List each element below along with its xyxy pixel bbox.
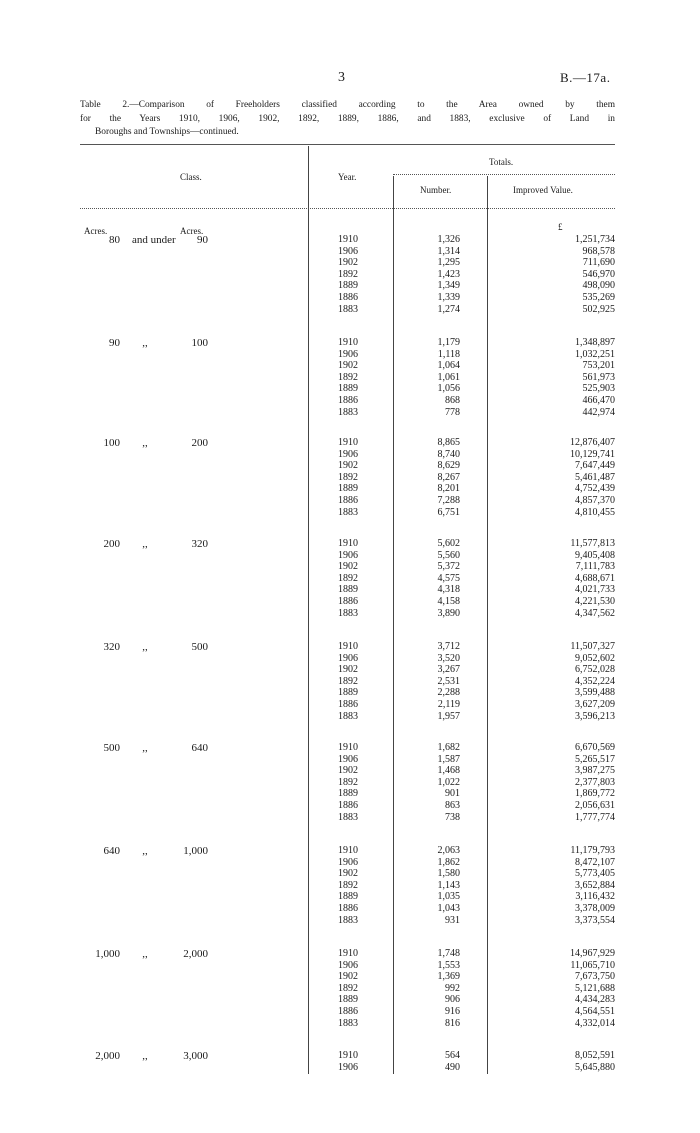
year-cell: 1883 [338, 914, 358, 926]
table-row [80, 280, 620, 291]
improved-value-cell: 1,251,734 [575, 234, 615, 245]
class-to-acres: 3,000 [183, 1050, 208, 1062]
table-row [80, 383, 620, 394]
improved-value-cell: 7,111,783 [575, 561, 615, 573]
number-cell: 901 [445, 788, 460, 800]
improved-value-cell: 502,925 [582, 303, 615, 315]
class-group [80, 1050, 620, 1073]
number-cell: 1,061 [437, 371, 460, 383]
improved-value-cell: 711,690 [582, 257, 615, 269]
number-cell: 3,520 [437, 652, 460, 664]
improved-value-cell: 4,434,283 [575, 994, 615, 1006]
class-separator: ,, [142, 742, 148, 754]
acres-from-unit: Acres. [84, 226, 108, 236]
improved-value-cell: 1,032,251 [575, 348, 615, 360]
number-cell: 1,748 [437, 948, 460, 959]
class-group [80, 641, 620, 722]
year-cell: 1886 [338, 495, 358, 506]
table-row [80, 507, 620, 518]
table-row [80, 664, 620, 675]
table-title-line-1: Table 2.—Comparison of Freeholders classified according to the Area owned by them [80, 100, 615, 110]
table-row [80, 1050, 620, 1061]
number-cell: 564 [445, 1050, 460, 1061]
improved-value-cell: 498,090 [582, 280, 615, 292]
year-cell: 1910 [338, 538, 358, 549]
year-cell: 1889 [338, 687, 358, 699]
table-row [80, 337, 620, 348]
year-cell: 1886 [338, 800, 358, 811]
improved-value-cell: 6,752,028 [575, 664, 615, 676]
year-cell: 1883 [338, 710, 358, 722]
number-cell: 916 [445, 1006, 460, 1017]
class-to-acres: 1,000 [183, 845, 208, 857]
table-row [80, 495, 620, 506]
year-cell: 1889 [338, 280, 358, 292]
table-row [80, 360, 620, 371]
improved-value-cell: 4,688,671 [575, 572, 615, 584]
number-cell: 1,056 [437, 383, 460, 395]
improved-value-cell: 2,377,803 [575, 776, 615, 788]
number-cell: 3,890 [437, 607, 460, 619]
number-cell: 868 [445, 395, 460, 406]
year-cell: 1902 [338, 257, 358, 269]
currency-unit: £ [558, 222, 563, 232]
number-cell: 2,119 [437, 699, 460, 710]
year-cell: 1892 [338, 675, 358, 687]
number-cell: 1,022 [437, 776, 460, 788]
number-cell: 738 [445, 811, 460, 823]
improved-value-cell: 442,974 [582, 406, 615, 418]
year-cell: 1892 [338, 572, 358, 584]
number-cell: 1,339 [437, 292, 460, 303]
number-cell: 6,751 [437, 506, 460, 518]
class-to-acres: 500 [191, 641, 208, 653]
table-row [80, 868, 620, 879]
table-row [80, 372, 620, 383]
improved-value-cell: 4,352,224 [575, 675, 615, 687]
class-separator: ,, [142, 538, 148, 550]
class-separator: ,, [142, 437, 148, 449]
table-row [80, 971, 620, 982]
year-cell: 1902 [338, 561, 358, 573]
number-cell: 992 [445, 982, 460, 994]
table-row [80, 800, 620, 811]
class-from-acres: 90 [109, 337, 120, 349]
improved-value-cell: 5,121,688 [575, 982, 615, 994]
table-row [80, 550, 620, 561]
number-cell: 1,143 [437, 879, 460, 891]
table-title-line-2: for the Years 1910, 1906, 1902, 1892, 1889, 1886, and 1883, exclusive of Land in [80, 114, 615, 124]
year-cell: 1892 [338, 268, 358, 280]
year-cell: 1906 [338, 652, 358, 664]
table-row [80, 699, 620, 710]
improved-value-cell: 5,461,487 [575, 471, 615, 483]
improved-value-cell: 3,596,213 [575, 710, 615, 722]
improved-value-cell: 7,673,750 [575, 971, 615, 983]
number-cell: 1,043 [437, 903, 460, 914]
table-row [80, 948, 620, 959]
year-cell: 1906 [338, 1061, 358, 1073]
table-row [80, 915, 620, 926]
improved-value-cell: 968,578 [582, 245, 615, 257]
table-row [80, 246, 620, 257]
year-cell: 1906 [338, 549, 358, 561]
class-group [80, 948, 620, 1029]
number-cell: 2,531 [437, 675, 460, 687]
number-cell: 1,553 [437, 959, 460, 971]
year-cell: 1902 [338, 460, 358, 472]
class-separator: ,, [142, 337, 148, 349]
class-header: Class. [180, 172, 202, 182]
improved-value-cell: 561,973 [582, 371, 615, 383]
number-cell: 1,295 [437, 257, 460, 269]
table-title-line-3: Boroughs and Townships—continued. [95, 127, 239, 137]
improved-value-cell: 3,652,884 [575, 879, 615, 891]
table-row [80, 573, 620, 584]
year-cell: 1906 [338, 448, 358, 460]
improved-value-cell: 4,347,562 [575, 607, 615, 619]
class-group [80, 437, 620, 518]
number-cell: 5,372 [437, 561, 460, 573]
improved-value-cell: 6,670,569 [575, 742, 615, 753]
table-row [80, 269, 620, 280]
table-row [80, 765, 620, 776]
improved-value-cell: 3,116,432 [575, 891, 615, 903]
improved-value-cell: 535,269 [582, 292, 615, 303]
improved-value-cell: 4,332,014 [575, 1017, 615, 1029]
improved-value-cell: 11,179,793 [570, 845, 615, 856]
improved-value-cell: 525,903 [582, 383, 615, 395]
class-to-acres: 640 [191, 742, 208, 754]
table-row [80, 891, 620, 902]
year-cell: 1889 [338, 584, 358, 596]
year-cell: 1883 [338, 607, 358, 619]
number-cell: 2,288 [437, 687, 460, 699]
table-row [80, 460, 620, 471]
class-to-acres: 90 [197, 234, 208, 246]
table-row [80, 711, 620, 722]
class-from-acres: 100 [103, 437, 120, 449]
improved-value-cell: 4,752,439 [575, 483, 615, 495]
number-cell: 816 [445, 1017, 460, 1029]
table-row [80, 472, 620, 483]
number-cell: 8,267 [437, 471, 460, 483]
number-cell: 778 [445, 406, 460, 418]
table-row [80, 812, 620, 823]
table-row [80, 983, 620, 994]
table-row [80, 960, 620, 971]
year-cell: 1886 [338, 292, 358, 303]
number-cell: 931 [445, 914, 460, 926]
improved-value-cell: 8,052,591 [575, 1050, 615, 1061]
improved-value-cell: 5,265,517 [575, 753, 615, 765]
number-cell: 5,560 [437, 549, 460, 561]
number-cell: 5,602 [437, 538, 460, 549]
class-from-acres: 640 [103, 845, 120, 857]
improved-value-cell: 8,472,107 [575, 856, 615, 868]
table-row [80, 257, 620, 268]
number-cell: 3,712 [437, 641, 460, 652]
number-cell: 1,035 [437, 891, 460, 903]
class-from-acres: 200 [103, 538, 120, 550]
table-row [80, 349, 620, 360]
year-cell: 1886 [338, 903, 358, 914]
number-cell: 8,201 [437, 483, 460, 495]
year-cell: 1892 [338, 471, 358, 483]
page-number: 3 [338, 70, 345, 85]
table-top-rule [80, 144, 615, 145]
number-cell: 1,064 [437, 360, 460, 372]
class-separator: and under [132, 234, 176, 246]
year-cell: 1883 [338, 506, 358, 518]
year-cell: 1889 [338, 788, 358, 800]
number-cell: 1,468 [437, 765, 460, 777]
table-row [80, 407, 620, 418]
improved-value-cell: 4,810,455 [575, 506, 615, 518]
year-cell: 1883 [338, 811, 358, 823]
year-cell: 1892 [338, 776, 358, 788]
year-cell: 1902 [338, 971, 358, 983]
improved-value-cell: 546,970 [582, 268, 615, 280]
year-cell: 1902 [338, 868, 358, 880]
improved-value-cell: 12,876,407 [570, 437, 615, 448]
class-from-acres: 80 [109, 234, 120, 246]
table-row [80, 687, 620, 698]
year-cell: 1910 [338, 641, 358, 652]
class-from-acres: 320 [103, 641, 120, 653]
improved-value-cell: 4,857,370 [575, 495, 615, 506]
number-cell: 1,957 [437, 710, 460, 722]
class-separator: ,, [142, 948, 148, 960]
table-row [80, 903, 620, 914]
table-row [80, 857, 620, 868]
year-cell: 1906 [338, 959, 358, 971]
class-from-acres: 1,000 [95, 948, 120, 960]
table-row [80, 395, 620, 406]
improved-value-cell: 3,987,275 [575, 765, 615, 777]
improved-value-cell: 9,405,408 [575, 549, 615, 561]
table-row [80, 1006, 620, 1017]
class-group [80, 538, 620, 619]
improved-value-cell: 2,056,631 [575, 800, 615, 811]
number-cell: 4,318 [437, 584, 460, 596]
table-row [80, 742, 620, 753]
table-row [80, 653, 620, 664]
year-cell: 1910 [338, 845, 358, 856]
improved-value-cell: 466,470 [582, 395, 615, 406]
class-separator: ,, [142, 1050, 148, 1062]
number-cell: 1,369 [437, 971, 460, 983]
class-to-acres: 100 [191, 337, 208, 349]
improved-value-cell: 11,507,327 [570, 641, 615, 652]
improved-value-cell: 3,627,209 [575, 699, 615, 710]
class-separator: ,, [142, 845, 148, 857]
year-cell: 1906 [338, 348, 358, 360]
table-row [80, 596, 620, 607]
year-cell: 1886 [338, 1006, 358, 1017]
improved-value-cell: 11,065,710 [570, 959, 615, 971]
table-row [80, 676, 620, 687]
year-cell: 1886 [338, 395, 358, 406]
table-row [80, 584, 620, 595]
number-cell: 7,288 [437, 495, 460, 506]
number-cell: 863 [445, 800, 460, 811]
improved-value-cell: 9,052,602 [575, 652, 615, 664]
number-cell: 1,179 [437, 337, 460, 348]
year-cell: 1910 [338, 437, 358, 448]
year-cell: 1892 [338, 982, 358, 994]
table-row [80, 561, 620, 572]
table-row [80, 304, 620, 315]
table-row [80, 641, 620, 652]
year-cell: 1902 [338, 765, 358, 777]
year-cell: 1910 [338, 234, 358, 245]
improved-value-cell: 10,129,741 [570, 448, 615, 460]
improved-value-cell: 4,564,551 [575, 1006, 615, 1017]
number-cell: 906 [445, 994, 460, 1006]
improved-value-cell: 14,967,929 [570, 948, 615, 959]
year-cell: 1910 [338, 948, 358, 959]
year-cell: 1910 [338, 742, 358, 753]
table-row [80, 292, 620, 303]
document-reference: B.—17a. [560, 70, 611, 85]
acres-to-unit: Acres. [180, 226, 204, 236]
year-cell: 1889 [338, 383, 358, 395]
improved-value-cell: 1,348,897 [575, 337, 615, 348]
number-cell: 8,865 [437, 437, 460, 448]
class-group [80, 337, 620, 418]
year-cell: 1906 [338, 753, 358, 765]
class-to-acres: 2,000 [183, 948, 208, 960]
year-cell: 1883 [338, 1017, 358, 1029]
year-cell: 1889 [338, 891, 358, 903]
improved-value-cell: 1,869,772 [575, 788, 615, 800]
number-cell: 2,063 [437, 845, 460, 856]
improved-value-cell: 4,221,530 [575, 596, 615, 607]
totals-subheader-rule [393, 174, 615, 175]
year-cell: 1883 [338, 406, 358, 418]
number-cell: 1,349 [437, 280, 460, 292]
year-cell: 1906 [338, 856, 358, 868]
improved-value-cell: 1,777,774 [575, 811, 615, 823]
table-row [80, 754, 620, 765]
year-cell: 1902 [338, 664, 358, 676]
number-cell: 490 [445, 1061, 460, 1073]
year-cell: 1889 [338, 994, 358, 1006]
year-cell: 1892 [338, 371, 358, 383]
improved-value-cell: 7,647,449 [575, 460, 615, 472]
year-header: Year. [338, 172, 357, 182]
number-cell: 4,158 [437, 596, 460, 607]
class-to-acres: 200 [191, 437, 208, 449]
class-group [80, 845, 620, 926]
table-row [80, 777, 620, 788]
number-cell: 3,267 [437, 664, 460, 676]
number-cell: 1,423 [437, 268, 460, 280]
number-cell: 1,587 [437, 753, 460, 765]
table-row [80, 1018, 620, 1029]
number-cell: 1,682 [437, 742, 460, 753]
number-cell: 8,629 [437, 460, 460, 472]
number-header: Number. [420, 185, 452, 195]
number-cell: 8,740 [437, 448, 460, 460]
year-cell: 1910 [338, 337, 358, 348]
class-to-acres: 320 [191, 538, 208, 550]
table-row [80, 880, 620, 891]
table-row [80, 234, 620, 245]
number-cell: 4,575 [437, 572, 460, 584]
table-row [80, 437, 620, 448]
table-row [80, 483, 620, 494]
year-cell: 1889 [338, 483, 358, 495]
table-row [80, 788, 620, 799]
year-cell: 1886 [338, 596, 358, 607]
year-cell: 1886 [338, 699, 358, 710]
improved-value-cell: 11,577,813 [570, 538, 615, 549]
class-group [80, 234, 620, 315]
improved-value-cell: 3,378,009 [575, 903, 615, 914]
header-bottom-rule [80, 208, 615, 209]
table-row [80, 449, 620, 460]
totals-header: Totals. [489, 157, 514, 167]
number-cell: 1,862 [437, 856, 460, 868]
improved-value-cell: 3,373,554 [575, 914, 615, 926]
year-cell: 1892 [338, 879, 358, 891]
improved-value-cell: 4,021,733 [575, 584, 615, 596]
year-cell: 1906 [338, 245, 358, 257]
number-cell: 1,118 [437, 348, 460, 360]
number-cell: 1,326 [437, 234, 460, 245]
class-from-acres: 2,000 [95, 1050, 120, 1062]
table-row [80, 994, 620, 1005]
improved-value-cell: 5,645,880 [575, 1061, 615, 1073]
table-row [80, 608, 620, 619]
table-row [80, 538, 620, 549]
class-separator: ,, [142, 641, 148, 653]
class-group [80, 742, 620, 823]
number-cell: 1,274 [437, 303, 460, 315]
number-cell: 1,580 [437, 868, 460, 880]
number-cell: 1,314 [437, 245, 460, 257]
table-row [80, 845, 620, 856]
class-from-acres: 500 [103, 742, 120, 754]
improved-value-cell: 753,201 [582, 360, 615, 372]
year-cell: 1883 [338, 303, 358, 315]
improved-value-cell: 5,773,405 [575, 868, 615, 880]
year-cell: 1902 [338, 360, 358, 372]
table-row [80, 1062, 620, 1073]
improved-value-cell: 3,599,488 [575, 687, 615, 699]
year-cell: 1910 [338, 1050, 358, 1061]
improved-value-header: Improved Value. [513, 185, 573, 195]
